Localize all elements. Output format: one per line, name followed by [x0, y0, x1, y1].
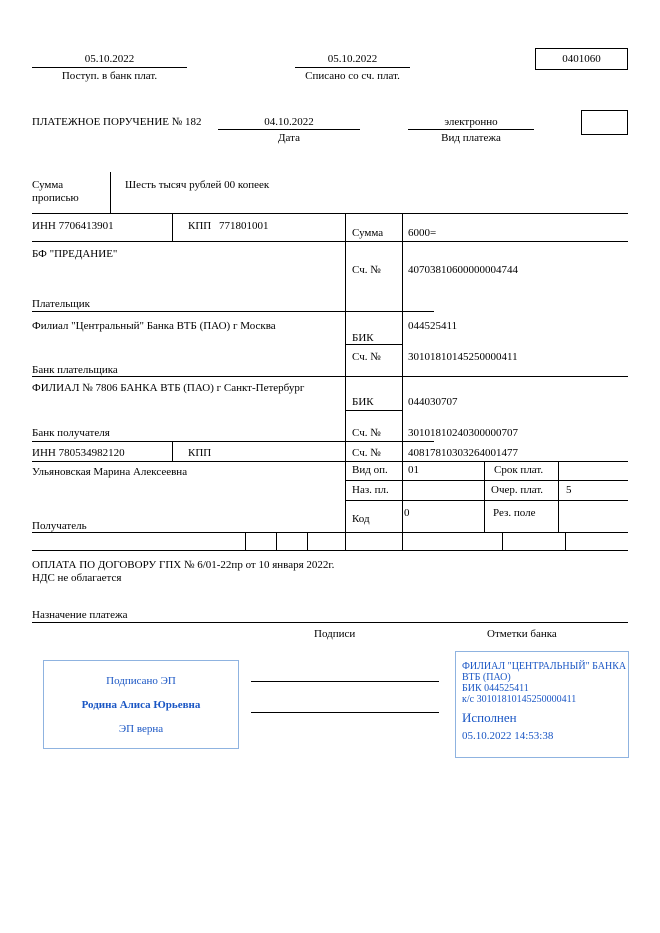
payer-bank-account: 30101810145250000411: [408, 351, 518, 363]
divider: [345, 500, 628, 501]
payee-bank-account-label: Сч. №: [352, 427, 381, 439]
payee-kpp-label: КПП: [188, 447, 212, 459]
naz-label: Наз. пл.: [352, 484, 389, 496]
divider: [558, 461, 559, 532]
payer-account-label: Сч. №: [352, 264, 381, 276]
signature-stamp: [43, 660, 239, 749]
divider: [565, 532, 566, 550]
signatures-label: Подписи: [314, 628, 356, 640]
payer-kpp: 771801001: [219, 220, 269, 232]
purpose-line-2: НДС не облагается: [32, 572, 122, 584]
payee-bank-name: ФИЛИАЛ № 7806 БАНКА ВТБ (ПАО) г Санкт-Петербург: [32, 382, 305, 394]
signature-stamp-line-3: ЭП верна: [118, 723, 164, 735]
divider: [32, 311, 434, 312]
payee-bank-caption: Банк получателя: [32, 427, 110, 439]
divider: [32, 241, 628, 242]
bank-stamp-line-1: ФИЛИАЛ "ЦЕНТРАЛЬНЫЙ" БАНКА: [462, 661, 627, 672]
payee-bank-bik: 044030707: [408, 396, 458, 408]
rez-label: Рез. поле: [493, 507, 536, 519]
ocher-label: Очер. плат.: [491, 484, 544, 496]
divider: [502, 532, 503, 550]
divider: [32, 376, 628, 377]
bank-stamp-line-2: ВТБ (ПАО): [462, 672, 511, 683]
bank-stamp-datetime: 05.10.2022 14:53:38: [462, 730, 554, 742]
order-date: 04.10.2022: [264, 116, 314, 128]
divider: [32, 532, 628, 533]
payer-bank-bik-label: БИК: [352, 332, 374, 344]
signature-stamp-line-1: Подписано ЭП: [106, 675, 176, 687]
payer-inn: ИНН 7706413901: [32, 220, 114, 232]
payer-account: 40703810600000004744: [408, 264, 518, 276]
purpose-line-1: ОПЛАТА ПО ДОГОВОРУ ГПХ № 6/01-22пр от 10 января 2022г.: [32, 559, 335, 571]
form-code: 0401060: [535, 48, 628, 70]
bank-stamp-line-3: БИК 044525411: [462, 683, 529, 694]
bank-stamp: [455, 651, 629, 758]
order-date-label: Дата: [278, 132, 300, 144]
payer-name: БФ "ПРЕДАНИЕ": [32, 248, 118, 260]
bank-stamp-line-4: к/с 30101810145250000411: [462, 694, 577, 705]
divider: [32, 622, 628, 623]
payment-type: электронно: [444, 116, 498, 128]
blank-box: [581, 110, 628, 135]
payer-bank-account-label: Сч. №: [352, 351, 381, 363]
order-title: ПЛАТЕЖНОЕ ПОРУЧЕНИЕ № 182: [32, 116, 202, 128]
bank-marks-label: Отметки банка: [487, 628, 557, 640]
payee-caption: Получатель: [32, 520, 87, 532]
divider: [295, 67, 410, 68]
divider: [32, 213, 628, 214]
divider: [218, 129, 360, 130]
payment-type-label: Вид платежа: [441, 132, 501, 144]
payee-bank-account: 30101810240300000707: [408, 427, 518, 439]
kod-label: Код: [352, 513, 370, 525]
divider: [276, 532, 277, 550]
payee-account-label: Сч. №: [352, 447, 381, 459]
vid-op-label: Вид оп.: [352, 464, 388, 476]
divider: [32, 550, 628, 551]
payee-bank-bik-label: БИК: [352, 396, 374, 408]
received-label: Поступ. в банк плат.: [61, 70, 158, 82]
kod: 0: [404, 507, 410, 519]
received-date: 05.10.2022: [84, 53, 135, 65]
signature-stamp-signer: Родина Алиса Юрьевна: [81, 699, 201, 711]
payer-bank-caption: Банк плательщика: [32, 364, 118, 376]
amount-words-label-1: Сумма: [32, 179, 64, 191]
payee-account: 40817810303264001477: [408, 447, 518, 459]
divider: [110, 172, 111, 213]
srok-label: Срок плат.: [494, 464, 544, 476]
amount-words-value: Шесть тысяч рублей 00 копеек: [125, 179, 270, 191]
divider: [172, 213, 173, 241]
payer-caption: Плательщик: [32, 298, 90, 310]
payee-inn: ИНН 780534982120: [32, 447, 125, 459]
payer-sum-label: Сумма: [352, 227, 384, 239]
payer-bank-name: Филиал "Центральный" Банка ВТБ (ПАО) г Москва: [32, 320, 276, 332]
amount-words-label-2: прописью: [32, 192, 79, 204]
divider: [245, 532, 246, 550]
payer-bank-bik: 044525411: [408, 320, 458, 332]
divider: [172, 441, 173, 461]
divider: [32, 441, 434, 442]
payer-kpp-label: КПП: [188, 220, 212, 232]
divider: [408, 129, 534, 130]
vid-op: 01: [408, 464, 419, 476]
divider: [345, 480, 628, 481]
debited-label: Списано со сч. плат.: [305, 70, 400, 82]
divider: [345, 344, 402, 345]
divider: [32, 67, 187, 68]
ocher: 5: [566, 484, 572, 496]
payer-sum: 6000=: [408, 227, 437, 239]
divider: [484, 461, 485, 532]
signature-line-1: [251, 681, 439, 682]
divider: [307, 532, 308, 550]
divider: [32, 461, 628, 462]
divider: [345, 410, 402, 411]
purpose-caption: Назначение платежа: [32, 609, 128, 621]
signature-line-2: [251, 712, 439, 713]
payee-name: Ульяновская Марина Алексеевна: [32, 466, 188, 478]
bank-stamp-status: Исполнен: [462, 710, 517, 725]
debited-date: 05.10.2022: [327, 53, 378, 65]
